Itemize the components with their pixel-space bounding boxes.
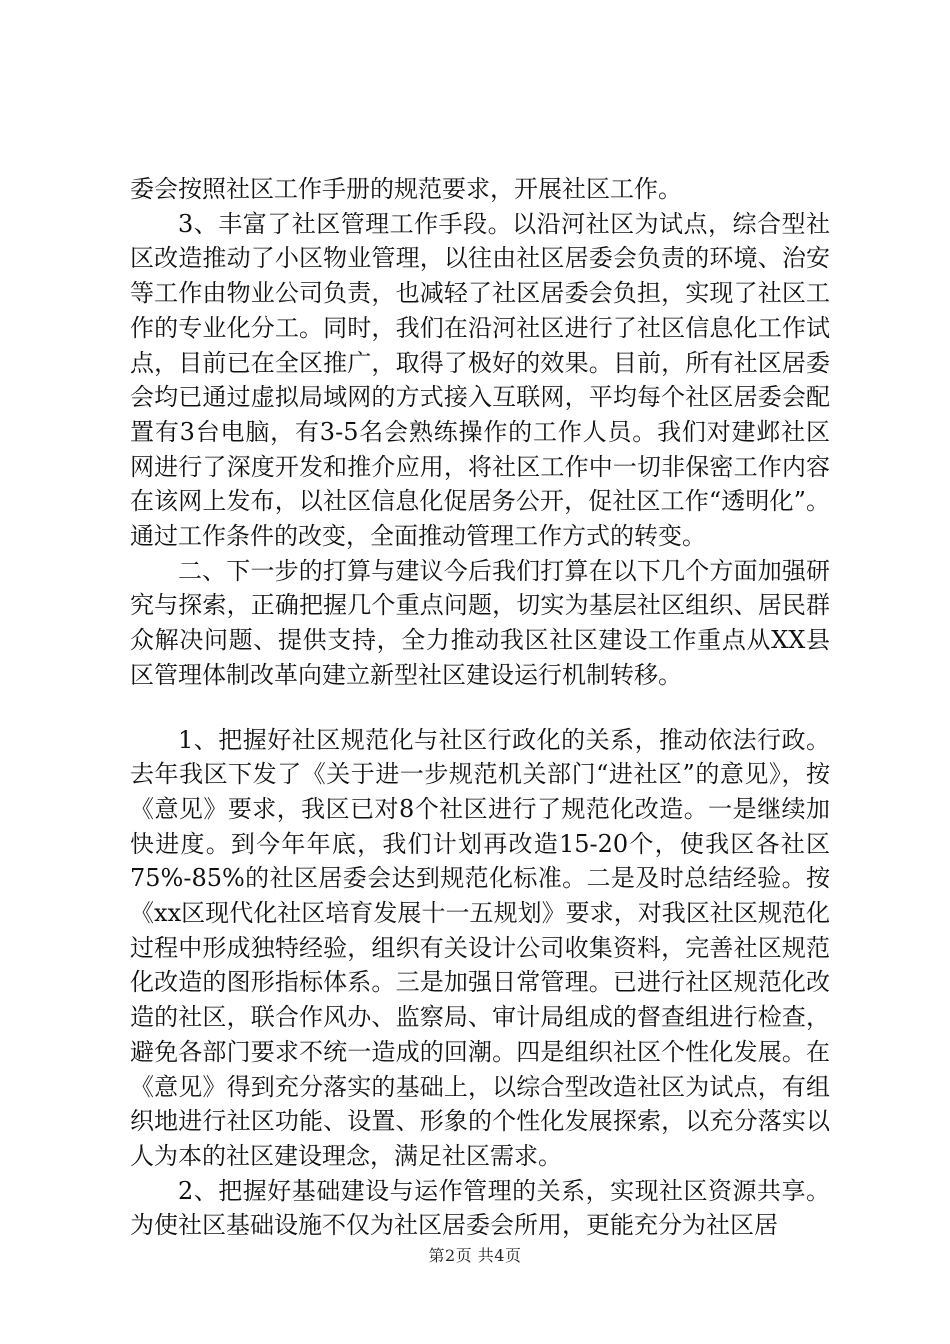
paragraph-item-3: 3、丰富了社区管理工作手段。以沿河社区为试点，综合型社区改造推动了小区物业管理，以往由社区居委会负责的环境、治安等工作由物业公司负责，也减轻了社区居委会负担，实现了社区工作的专业化分工。同时，我们在沿河社区进行了社区信息化工作试点，目前已在全区推广，取得了极好的效果。目前，所有社区居委会均已通过虚拟局域网的方式接入互联网，平均每个社区居委会配置有3台电脑，有3-5名会熟练操作的工作人员。我们对建邺社区网进行了深度开发和推介应用，将社区工作中一切非保密工作内容在该网上发布，以社区信息化促居务公开，促社区工作“透明化”。通过工作条件的改变，全面推动管理工作方式的转变。 <box>130 209 830 551</box>
paragraph-continuation: 委会按照社区工作手册的规范要求，开展社区工作。 <box>130 175 682 203</box>
page-footer: 第2页 共4页 <box>428 1246 522 1265</box>
paragraph-item-2: 2、把握好基础建设与运作管理的关系，实现社区资源共享。为使社区基础设施不仅为社区居委会所用，更能充分为社区居 <box>130 1176 830 1240</box>
paragraph-spacer <box>130 693 830 723</box>
paragraph-item-1: 1、把握好社区规范化与社区行政化的关系，推动依法行政。去年我区下发了《关于进一步规范机关部门“进社区”的意见》，按《意见》要求，我区已对8个社区进行了规范化改造。一是继续加快进度。到今年年底，我们计划再改造15-20个，使我区各社区75%-85%的社区居委会达到规范化标准。二是及时总结经验。按《xx区现代化社区培育发展十一五规划》要求，对我区社区规范化过程中形成独特经验，组织有关设计公司收集资料，完善社区规范化改造的图形指标体系。三是加强日常管理。已进行社区规范化改造的社区，联合作风办、监察局、审计局组成的督查组进行检查，避免各部门要求不统一造成的回潮。四是组织社区个性化发展。在《意见》得到充分落实的基础上，以综合型改造社区为试点，有组织地进行社区功能、设置、形象的个性化发展探索，以充分落实以人为本的社区建设理念，满足社区需求。 <box>130 725 830 1170</box>
document-body <box>130 172 830 1243</box>
paragraph-section-2: 二、下一步的打算与建议今后我们打算在以下几个方面加强研究与探索，正确把握几个重点问题，切实为基层社区组织、居民群众解决问题、提供支持，全力推动我区社区建设工作重点从XX县区管理体制改革向建立新型社区建设运行机制转移。 <box>130 556 830 689</box>
